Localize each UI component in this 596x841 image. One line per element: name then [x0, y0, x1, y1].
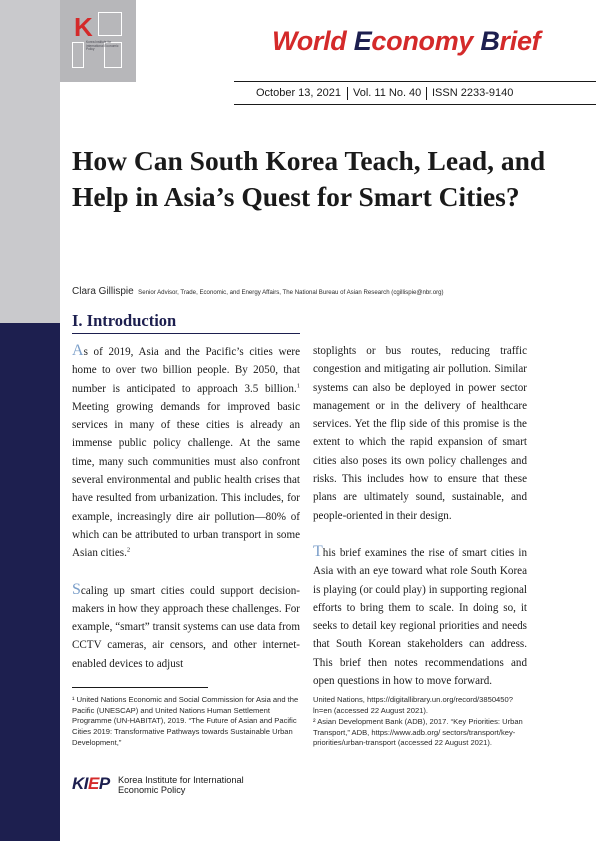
author-affiliation: Senior Advisor, Trade, Economic, and Energy Affairs, The National Bureau of Asian Research (cgillispie@nbr.org) [138, 289, 444, 296]
author-line [72, 281, 444, 299]
header-rule-top [234, 81, 596, 82]
meta-separator [426, 87, 427, 100]
footnote-2: ² Asian Development Bank (ADB), 2017. “Key Priorities: Urban Transport,” ADB, https://www.adb.org/ sectors/transport/key-priorities/urban-transport (accessed 22 August 2021). [313, 717, 523, 748]
meta-separator [347, 87, 348, 100]
paragraph: stoplights or bus routes, reducing traffic congestion and mitigating air pollution. Similar systems can also be deployed in power sector management or in the delivery of healthcare services. Yet the flip side of this promise is the extent to which the rapid expansion of smart cities also poses its own policy challenges and risks. This includes how to ensure that these plans are ultimately sound, sustainable, and people-oriented in their design. [313, 345, 527, 522]
issue-date: October 13, 2021 [256, 87, 342, 99]
body-column-right [313, 342, 527, 708]
logo-caption: Korea Institute for International Economic Policy [86, 40, 119, 52]
paragraph: As of 2019, Asia and the Pacific’s cities were home to over two billion people. By 2050, that number is anticipated to approach 3.5 billion.$^1$ Meeting growing demands for improved basic services in many of these cities is already an immense public policy challenge. At the same time, many such communities must also confront several environmental and public health crises that have resulted from urbanization. This includes, for example, increasingly dire air pollution—80% of which can be attributed to urban transport in some Asian cities.$^2$ [72, 342, 300, 560]
footnote-ref: 1 [296, 381, 300, 389]
paragraph: This brief examines the rise of smart cities in Asia with an eye toward what role South Korea is playing (or could play) in supporting regional efforts to bring them to scale. In doing so, it seeks to detail key regional priorities and needs that South Korean stakeholders can address. This brief then notes recommendations and open questions in how to move forward. [313, 542, 527, 688]
author-name: Clara Gillispie [72, 286, 134, 297]
footnote-1-continued: United Nations, https://digitallibrary.un.org/record/3850450?ln=en (accessed 22 August 2021). [313, 695, 513, 715]
issue-volume: Vol. 11 No. 40 [353, 87, 422, 99]
header-rule-bottom [234, 104, 596, 105]
footnote-1: ¹ United Nations Economic and Social Commission for Asia and the Pacific (UNESCAP) and United Nations Human Settlement Programme (UN-HABITAT), 2019. “The Future of Asian and Pacific Cities 2019: Transformative Pathways towards Sustainable Urban Development,” [72, 695, 299, 747]
footnote-rule [72, 687, 208, 688]
logo-letter: K [74, 12, 93, 42]
footnote-ref: 2 [126, 546, 131, 554]
article-title: How Can South Korea Teach, Lead, and Help in Asia’s Quest for Smart Cities? [72, 145, 546, 212]
footer-kiep-logo: KIEP [72, 774, 110, 793]
dropcap: A [72, 342, 84, 359]
footer-org-name: Korea Institute for International Economic Policy [118, 775, 244, 795]
body-column-left [72, 342, 300, 691]
paragraph: Scaling up smart cities could support decision-makers in how they approach these challenges. For example, “smart” transit systems can use data from CCTV cameras, air censors, and other internet-enabled devices to adjust [72, 580, 300, 670]
navy-side-band [0, 323, 60, 841]
dropcap: T [313, 542, 323, 560]
grey-side-band [0, 0, 60, 323]
issn-number: ISSN 2233-9140 [432, 87, 514, 99]
section-rule [72, 333, 300, 334]
section-title: I. Introduction [72, 311, 177, 330]
brand-title: World Economy Brief [272, 26, 541, 56]
dropcap: S [72, 580, 81, 598]
